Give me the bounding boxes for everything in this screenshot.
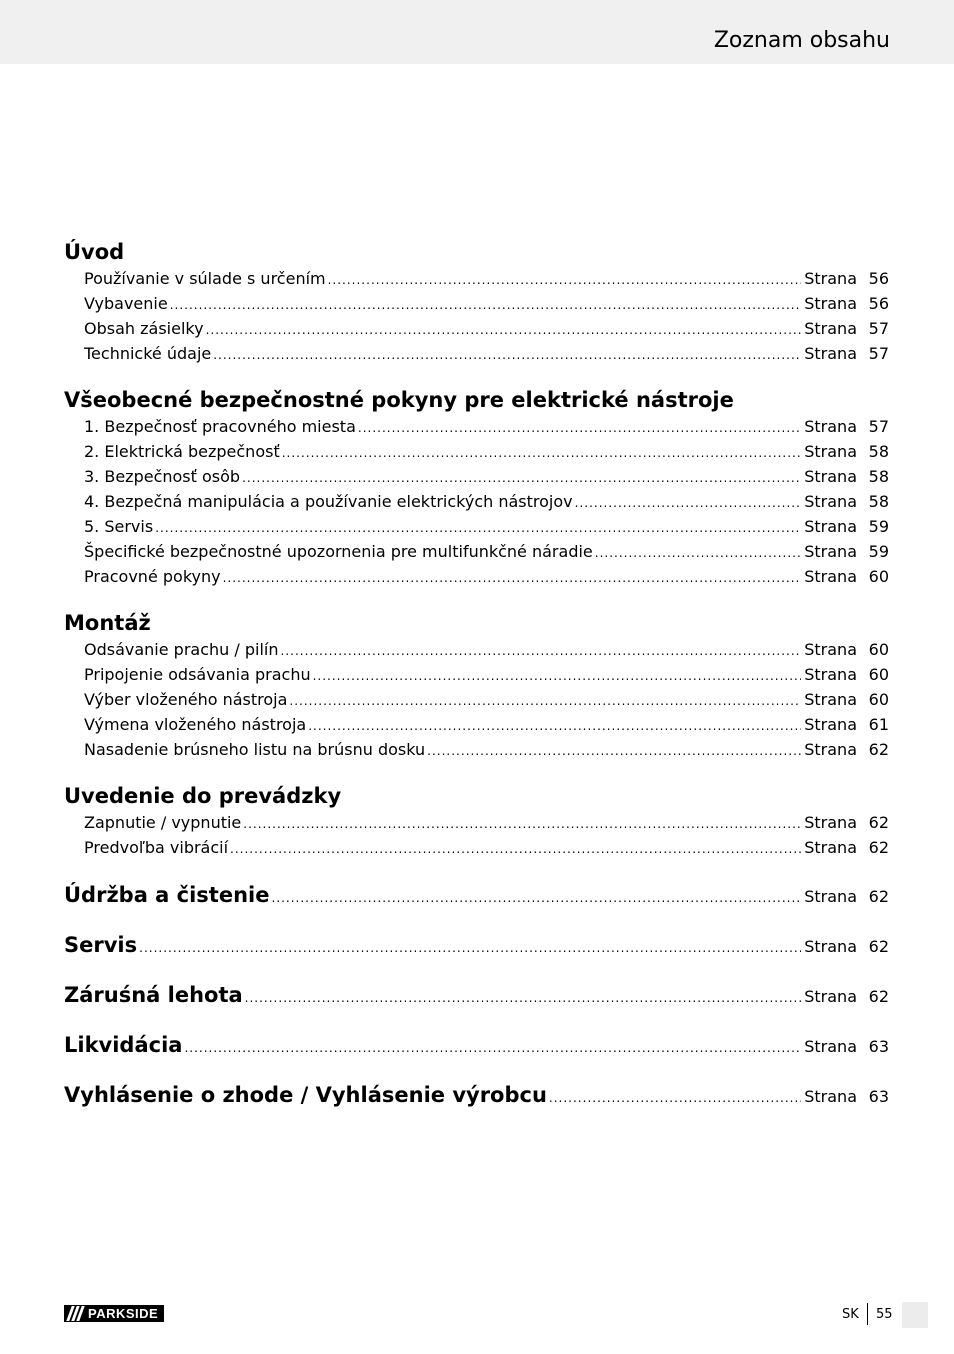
page-number: 62 xyxy=(868,987,889,1006)
strana-label: Strana xyxy=(804,319,857,338)
page-title: Zoznam obsahu xyxy=(713,28,890,53)
section-title: Likvidácia xyxy=(64,1033,183,1057)
page-number: 58 xyxy=(868,492,889,511)
dot-leader xyxy=(223,566,802,591)
toc-entry xyxy=(64,810,889,835)
strana-label: Strana xyxy=(804,442,857,461)
dot-leader xyxy=(281,639,802,664)
entry-label: Zapnutie / vypnutie xyxy=(84,813,242,832)
dot-leader xyxy=(271,883,801,913)
strana-label: Strana xyxy=(804,344,857,363)
toc-section xyxy=(64,782,889,860)
logo-stripes-icon xyxy=(64,1305,86,1322)
page-number: 62 xyxy=(868,740,889,759)
toc-section xyxy=(64,609,889,762)
page-number: 60 xyxy=(868,690,889,709)
entry-label: Nasadenie brúsneho listu na brúsnu dosku xyxy=(84,740,426,759)
entry-label: Výmena vloženého nástroja xyxy=(84,715,307,734)
toc-entry xyxy=(64,266,889,291)
page-number: 63 xyxy=(868,1087,889,1106)
brand-name: PARKSIDE xyxy=(88,1306,159,1321)
page-number: 57 xyxy=(868,319,889,338)
toc-section-entry xyxy=(64,1080,889,1110)
strana-label: Strana xyxy=(804,269,857,288)
toc-section-entry xyxy=(64,980,889,1010)
toc-entry xyxy=(64,464,889,489)
strana-label: Strana xyxy=(804,987,857,1006)
dot-leader xyxy=(595,541,801,566)
toc-entry xyxy=(64,341,889,366)
footer-language: SK xyxy=(842,1307,859,1322)
section-title: Údržba a čistenie xyxy=(64,883,270,907)
entry-label: 1. Bezpečnosť pracovného miesta xyxy=(84,417,356,436)
entry-label: Používanie v súlade s určením xyxy=(84,269,326,288)
dot-leader xyxy=(358,416,801,441)
strana-label: Strana xyxy=(804,665,857,684)
toc-entry xyxy=(64,712,889,737)
dot-leader xyxy=(155,516,801,541)
strana-label: Strana xyxy=(804,937,857,956)
strana-label: Strana xyxy=(804,887,857,906)
dot-leader xyxy=(328,268,802,293)
section-title: Všeobecné bezpečnostné pokyny pre elektrické nástroje xyxy=(64,388,734,412)
strana-label: Strana xyxy=(804,517,857,536)
page-number: 61 xyxy=(868,715,889,734)
page-number: 57 xyxy=(868,344,889,363)
dot-leader xyxy=(170,293,802,318)
toc-section-entry xyxy=(64,930,889,960)
entry-label: Technické údaje xyxy=(84,344,212,363)
section-title: Úvod xyxy=(64,240,125,264)
section-title: Uvedenie do prevádzky xyxy=(64,784,342,808)
page-number: 58 xyxy=(868,442,889,461)
page-number: 60 xyxy=(868,567,889,586)
toc-entry xyxy=(64,687,889,712)
dot-leader xyxy=(575,491,802,516)
strana-label: Strana xyxy=(804,813,857,832)
page-number: 62 xyxy=(868,813,889,832)
strana-label: Strana xyxy=(804,417,857,436)
page-number: 56 xyxy=(868,294,889,313)
strana-label: Strana xyxy=(804,294,857,313)
entry-label: Špecifické bezpečnostné upozornenia pre multifunkčné náradie xyxy=(84,542,593,561)
strana-label: Strana xyxy=(804,492,857,511)
footer-tab-box xyxy=(902,1302,928,1328)
dot-leader xyxy=(230,837,801,862)
entry-label: Vybavenie xyxy=(84,294,168,313)
toc-entry xyxy=(64,439,889,464)
dot-leader xyxy=(213,343,801,368)
strana-label: Strana xyxy=(804,1087,857,1106)
page-number: 58 xyxy=(868,467,889,486)
toc-entry xyxy=(64,737,889,762)
strana-label: Strana xyxy=(804,1037,857,1056)
entry-label: Predvoľba vibrácií xyxy=(84,838,229,857)
toc-section xyxy=(64,386,889,589)
page-number: 62 xyxy=(868,887,889,906)
entry-label: Výber vloženého nástroja xyxy=(84,690,288,709)
strana-label: Strana xyxy=(804,640,857,659)
toc-entry xyxy=(64,539,889,564)
toc-entry xyxy=(64,291,889,316)
dot-leader xyxy=(139,933,801,963)
entry-label: 5. Servis xyxy=(84,517,154,536)
toc-entry xyxy=(64,637,889,662)
page-number: 56 xyxy=(868,269,889,288)
page-number: 60 xyxy=(868,665,889,684)
entry-label: Odsávanie prachu / pilín xyxy=(84,640,279,659)
page-number: 63 xyxy=(868,1037,889,1056)
section-title: Vyhlásenie o zhode / Vyhlásenie výrobcu xyxy=(64,1083,547,1107)
footer-divider xyxy=(867,1303,868,1325)
entry-label: Pracovné pokyny xyxy=(84,567,221,586)
page-number: 62 xyxy=(868,937,889,956)
section-title: Servis xyxy=(64,933,138,957)
dot-leader xyxy=(549,1083,801,1113)
toc-entry xyxy=(64,489,889,514)
toc-section xyxy=(64,238,889,366)
dot-leader xyxy=(184,1033,801,1063)
dot-leader xyxy=(245,983,802,1013)
page-number: 59 xyxy=(868,517,889,536)
dot-leader xyxy=(289,689,801,714)
entry-label: 2. Elektrická bezpečnosť xyxy=(84,442,280,461)
dot-leader xyxy=(427,739,801,764)
dot-leader xyxy=(308,714,801,739)
section-title: Záruśná lehota xyxy=(64,983,243,1007)
parkside-logo xyxy=(64,1305,164,1322)
page-number: 62 xyxy=(868,838,889,857)
entry-label: Pripojenie odsávania prachu xyxy=(84,665,311,684)
section-title: Montáž xyxy=(64,611,151,635)
page-number: 57 xyxy=(868,417,889,436)
strana-label: Strana xyxy=(804,567,857,586)
entry-label: Obsah zásielky xyxy=(84,319,204,338)
toc-entry xyxy=(64,414,889,439)
toc-entry xyxy=(64,835,889,860)
entry-label: 4. Bezpečná manipulácia a používanie elektrických nástrojov xyxy=(84,492,573,511)
strana-label: Strana xyxy=(804,542,857,561)
dot-leader xyxy=(282,441,802,466)
table-of-contents xyxy=(64,238,889,1130)
page-number: 59 xyxy=(868,542,889,561)
dot-leader xyxy=(242,466,801,491)
toc-entry xyxy=(64,564,889,589)
strana-label: Strana xyxy=(804,715,857,734)
dot-leader xyxy=(206,318,802,343)
toc-section-entry xyxy=(64,880,889,910)
strana-label: Strana xyxy=(804,467,857,486)
toc-entry xyxy=(64,316,889,341)
strana-label: Strana xyxy=(804,690,857,709)
toc-entry xyxy=(64,514,889,539)
entry-label: 3. Bezpečnosť osôb xyxy=(84,467,241,486)
dot-leader xyxy=(243,812,801,837)
toc-section-entry xyxy=(64,1030,889,1060)
toc-entry xyxy=(64,662,889,687)
page-number: 60 xyxy=(868,640,889,659)
footer-page-number: 55 xyxy=(876,1307,893,1322)
strana-label: Strana xyxy=(804,838,857,857)
strana-label: Strana xyxy=(804,740,857,759)
dot-leader xyxy=(313,664,802,689)
